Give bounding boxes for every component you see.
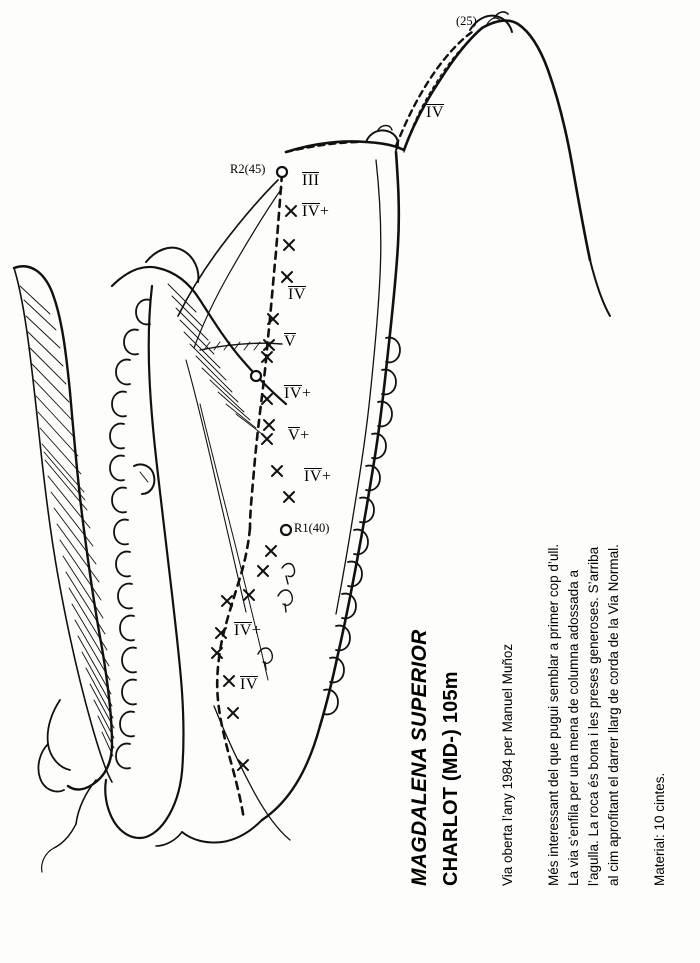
knob-detail (140, 472, 148, 482)
grade-v (284, 333, 296, 351)
grade-plus: + (251, 622, 262, 639)
grade-roman: IV (284, 385, 302, 402)
column-base-bottom (105, 780, 140, 838)
grade-roman: IV (426, 104, 444, 121)
x-mark (262, 394, 272, 404)
column-left-edge-upper (149, 286, 172, 594)
grade-plus: + (301, 385, 312, 402)
left-ridge-inner (14, 268, 112, 782)
pillar-base-right (262, 726, 320, 820)
left-lower-rock (48, 700, 70, 770)
first-ascent-line: Via oberta l’any 1984 per Manuel Muñoz (500, 643, 515, 886)
belay-label-r1: R1(40) (294, 521, 330, 535)
grade-ivplus-top (302, 203, 329, 221)
grade-roman: III (302, 172, 320, 189)
description-line-2: La via s’enfila per una mena de columna adossada a (566, 570, 581, 886)
left-lower-rock-2 (38, 744, 64, 792)
x-mark (212, 648, 222, 658)
route-title: CHARLOT (MD-) 105m (440, 671, 462, 886)
x-mark (266, 546, 276, 556)
x-mark (222, 596, 232, 606)
column-left-edge-lower (172, 594, 184, 772)
x-mark (286, 206, 296, 216)
grade-iv-summit (426, 104, 444, 122)
slab-edge-1 (178, 180, 278, 316)
grade-iii (302, 172, 319, 190)
pillar-inner-wall (336, 160, 381, 614)
grade-roman: IV (288, 286, 306, 303)
grade-iv-upper (288, 286, 306, 304)
column-base-inner (214, 706, 290, 840)
x-mark (272, 466, 282, 476)
summit-height-label: (25) (456, 14, 477, 28)
description-line-1: Més interessant del que pugui semblar a primer cop d’ull. (546, 543, 561, 886)
grade-ivplus-mid (284, 385, 311, 403)
right-ridge-tail (590, 260, 610, 316)
grade-roman: V (284, 333, 297, 350)
grade-vplus (288, 427, 310, 445)
material-line: Material: 10 cintes. (652, 772, 667, 886)
grade-ivplus-low (304, 468, 331, 486)
grade-roman: IV (304, 468, 322, 485)
left-edge-knob (134, 464, 154, 494)
scalloped-left-margin (110, 300, 150, 769)
base-bottom-tail (156, 832, 182, 846)
description-line-3: l’agulla. La roca és bona i les preses generoses. S’arriba (586, 546, 601, 886)
left-shoulder-knob (146, 248, 198, 282)
grade-plus: + (300, 427, 310, 444)
grade-plus: + (321, 468, 332, 485)
x-mark (284, 240, 294, 250)
x-mark (264, 340, 274, 350)
belay-circle-r2 (277, 167, 287, 177)
ground-line-3 (42, 848, 54, 872)
x-mark (258, 566, 268, 576)
grade-roman: IV (302, 203, 320, 220)
sector-title: MAGDALENA SUPERIOR (408, 629, 431, 886)
x-mark (228, 708, 238, 718)
grade-plus: + (319, 203, 330, 220)
grade-roman: IV (240, 676, 258, 693)
x-mark (264, 420, 274, 430)
grade-roman: V (288, 427, 301, 444)
x-mark (224, 676, 234, 686)
column-base-left (140, 772, 182, 838)
x-mark (284, 492, 294, 502)
base-bottom-outline (182, 820, 262, 843)
description-line-4: al cim aprofitant el darrer llarg de corda de la Via Normal. (606, 544, 621, 886)
belay-circle-r1 (281, 525, 291, 535)
ground-line-1 (76, 780, 96, 824)
ground-line-2 (54, 824, 76, 848)
route-summit-ridge-shadow (404, 36, 474, 152)
belay-label-r2: R2(45) (230, 162, 266, 176)
vegetation (258, 564, 295, 671)
pillar-right-edge (320, 152, 399, 726)
grade-roman: IV (234, 622, 252, 639)
column-face-crack-1 (186, 360, 246, 612)
route-pitch-upper (250, 174, 282, 528)
summit-ridge-left (404, 28, 482, 150)
x-mark (282, 272, 292, 282)
grade-ivplus-bottom (234, 622, 261, 640)
belay-circle-mid (251, 371, 261, 381)
x-mark (262, 434, 272, 444)
grade-iv-bottom (240, 676, 258, 694)
summit-ridge-right (482, 21, 590, 260)
pillar-head-detail (378, 126, 392, 131)
